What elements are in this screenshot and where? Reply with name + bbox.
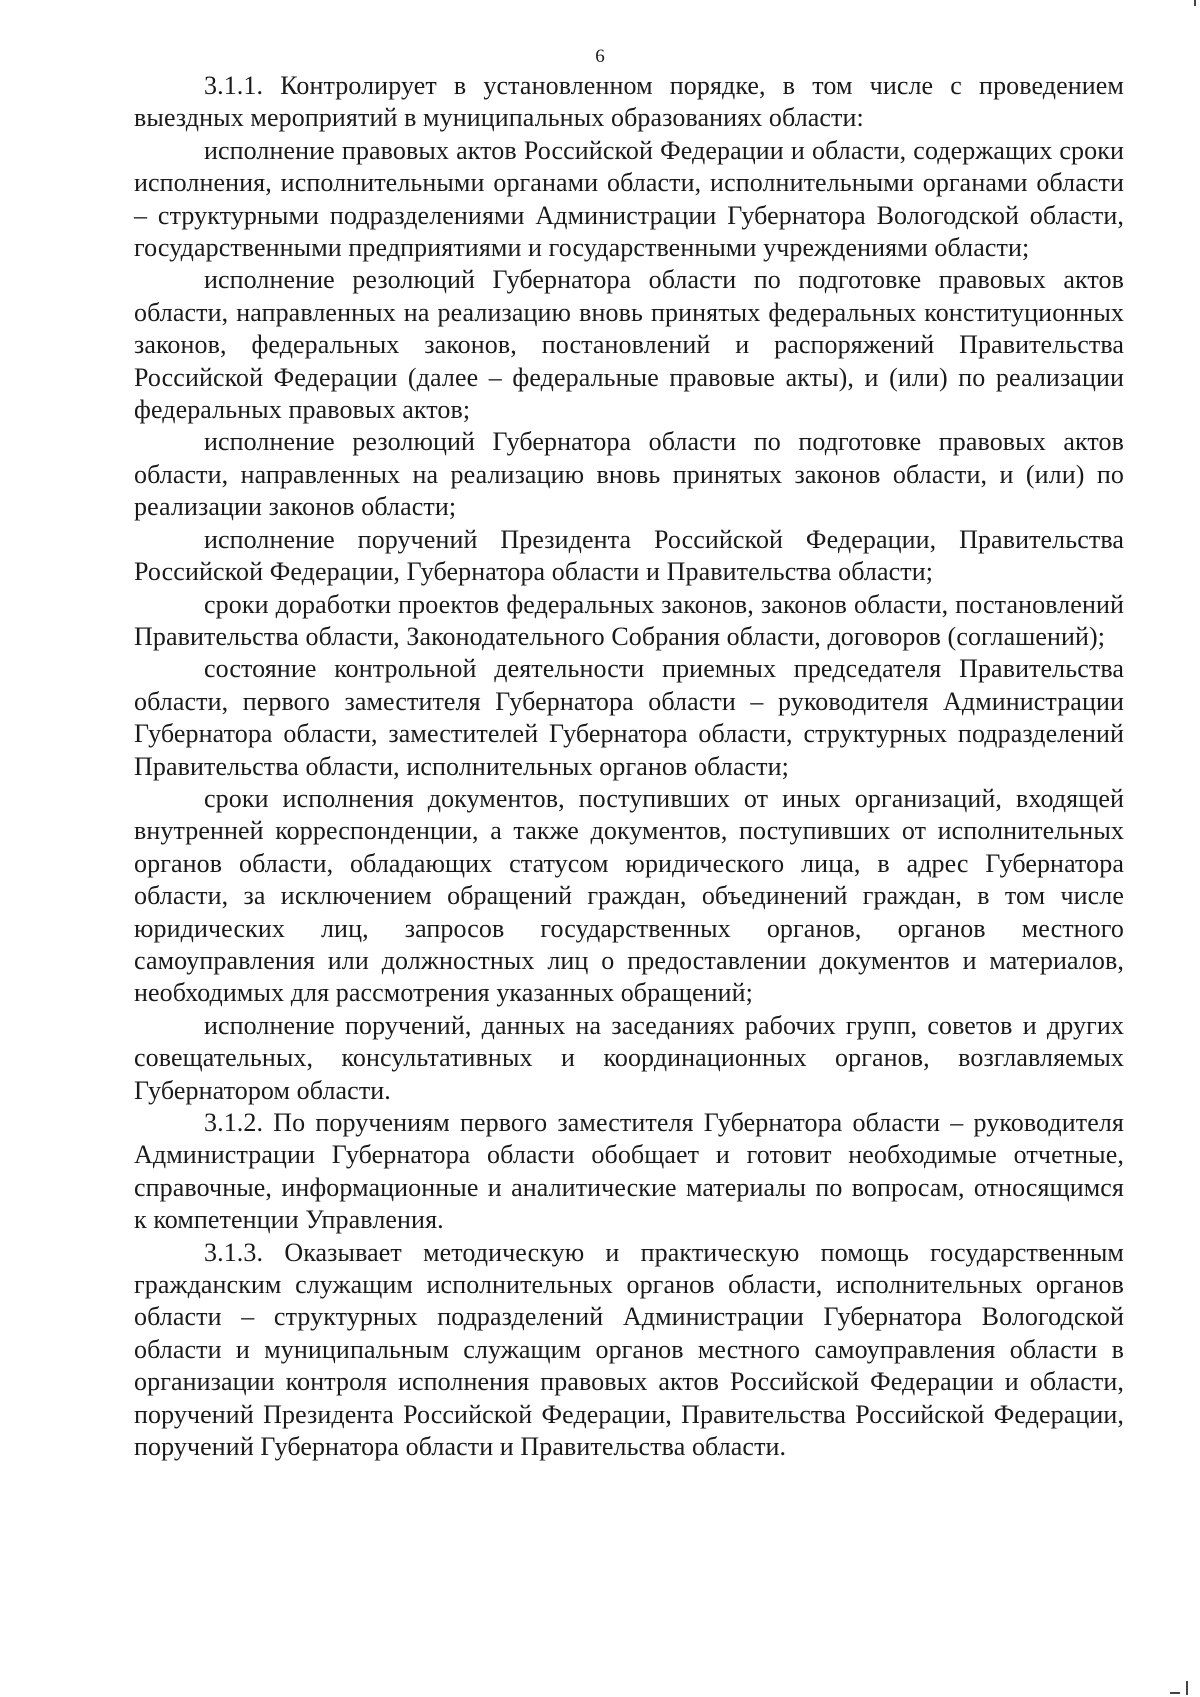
paragraph-working-groups: исполнение поручений, данных на заседаниях рабочих групп, советов и других совещательных, консультативных и координационных органов, возглавляемых Губернатором области. [134, 1010, 1124, 1105]
paragraph-3-1-3: 3.1.3. Оказывает методическую и практическую помощь государственным гражданским служащим исполнительных органов области, исполнительных органов области – структурных подразделений Администрации Губернатора Вологодской области и муниципальным служащим органов местного самоуправления области в организации контроля исполнения правовых актов Российской Федерации и области, поручений Президента Российской Федерации, Правительства Российской Федерации, поручений Губернатора области и Правительства области. [134, 1237, 1124, 1462]
paragraph-3-1-2: 3.1.2. По поручениям первого заместителя Губернатора области – руководителя Администрации Губернатора области обобщает и готовит необходимые отчетные, справочные, информационные и аналитические материалы по вопросам, относящимся к компетенции Управления. [134, 1108, 1124, 1235]
document-body [134, 70, 1124, 1463]
paragraph-legal-acts: исполнение правовых актов Российской Федерации и области, содержащих сроки исполнения, исполнительными органами области, исполнительными органами области – структурными подразделениями Администрации Губернатора Вологодской области, государственными предприятиями и государственными учреждениями области; [134, 135, 1124, 263]
paragraph-president-orders: исполнение поручений Президента Российской Федерации, Правительства Российской Федерации, Губернатора области и Правительства области; [134, 524, 1124, 587]
paragraph-3-1-1: 3.1.1. Контролирует в установленном порядке, в том числе с проведением выездных мероприятий в муниципальных образованиях области: [134, 71, 1124, 133]
scan-artifact-top-right [1194, 0, 1196, 6]
paragraph-federal-resolutions: исполнение резолюций Губернатора области по подготовке правовых актов области, направленных на реализацию вновь принятых федеральных конституционных законов, федеральных законов, постановлений и распоряжений Правительства Российской Федерации (далее – федеральные правовые акты), и (или) по реализации федеральных правовых актов; [134, 265, 1124, 425]
paragraph-control-activity: состояние контрольной деятельности приемных председателя Правительства области, первого заместителя Губернатора области – руководителя Администрации Губернатора области, заместителей Губернатора области, структурных подразделений Правительства области, исполнительных органов области; [134, 654, 1124, 781]
paragraph-regional-resolutions: исполнение резолюций Губернатора области по подготовке правовых актов области, направленных на реализацию вновь принятых законов области, и (или) по реализации законов области; [134, 427, 1124, 522]
paragraph-draft-deadlines: сроки доработки проектов федеральных законов, законов области, постановлений Правительства области, Законодательного Собрания области, договоров (соглашений); [134, 589, 1124, 651]
page-number: 6 [595, 46, 605, 67]
scan-artifact-bottom-right [1186, 1681, 1188, 1695]
paragraph-document-deadlines: сроки исполнения документов, поступивших от иных организаций, входящей внутренней корреспонденции, а также документов, поступивших от исполнительных органов области, обладающих статусом юридического лица, в адрес Губернатора области, за исключением обращений граждан, объединений граждан, в том числе юридических лиц, запросов государственных органов, органов местного самоуправления или должностных лиц о предоставлении документов и материалов, необходимых для рассмотрения указанных обращений; [134, 783, 1124, 1008]
scan-artifact-bottom [1170, 1692, 1180, 1694]
